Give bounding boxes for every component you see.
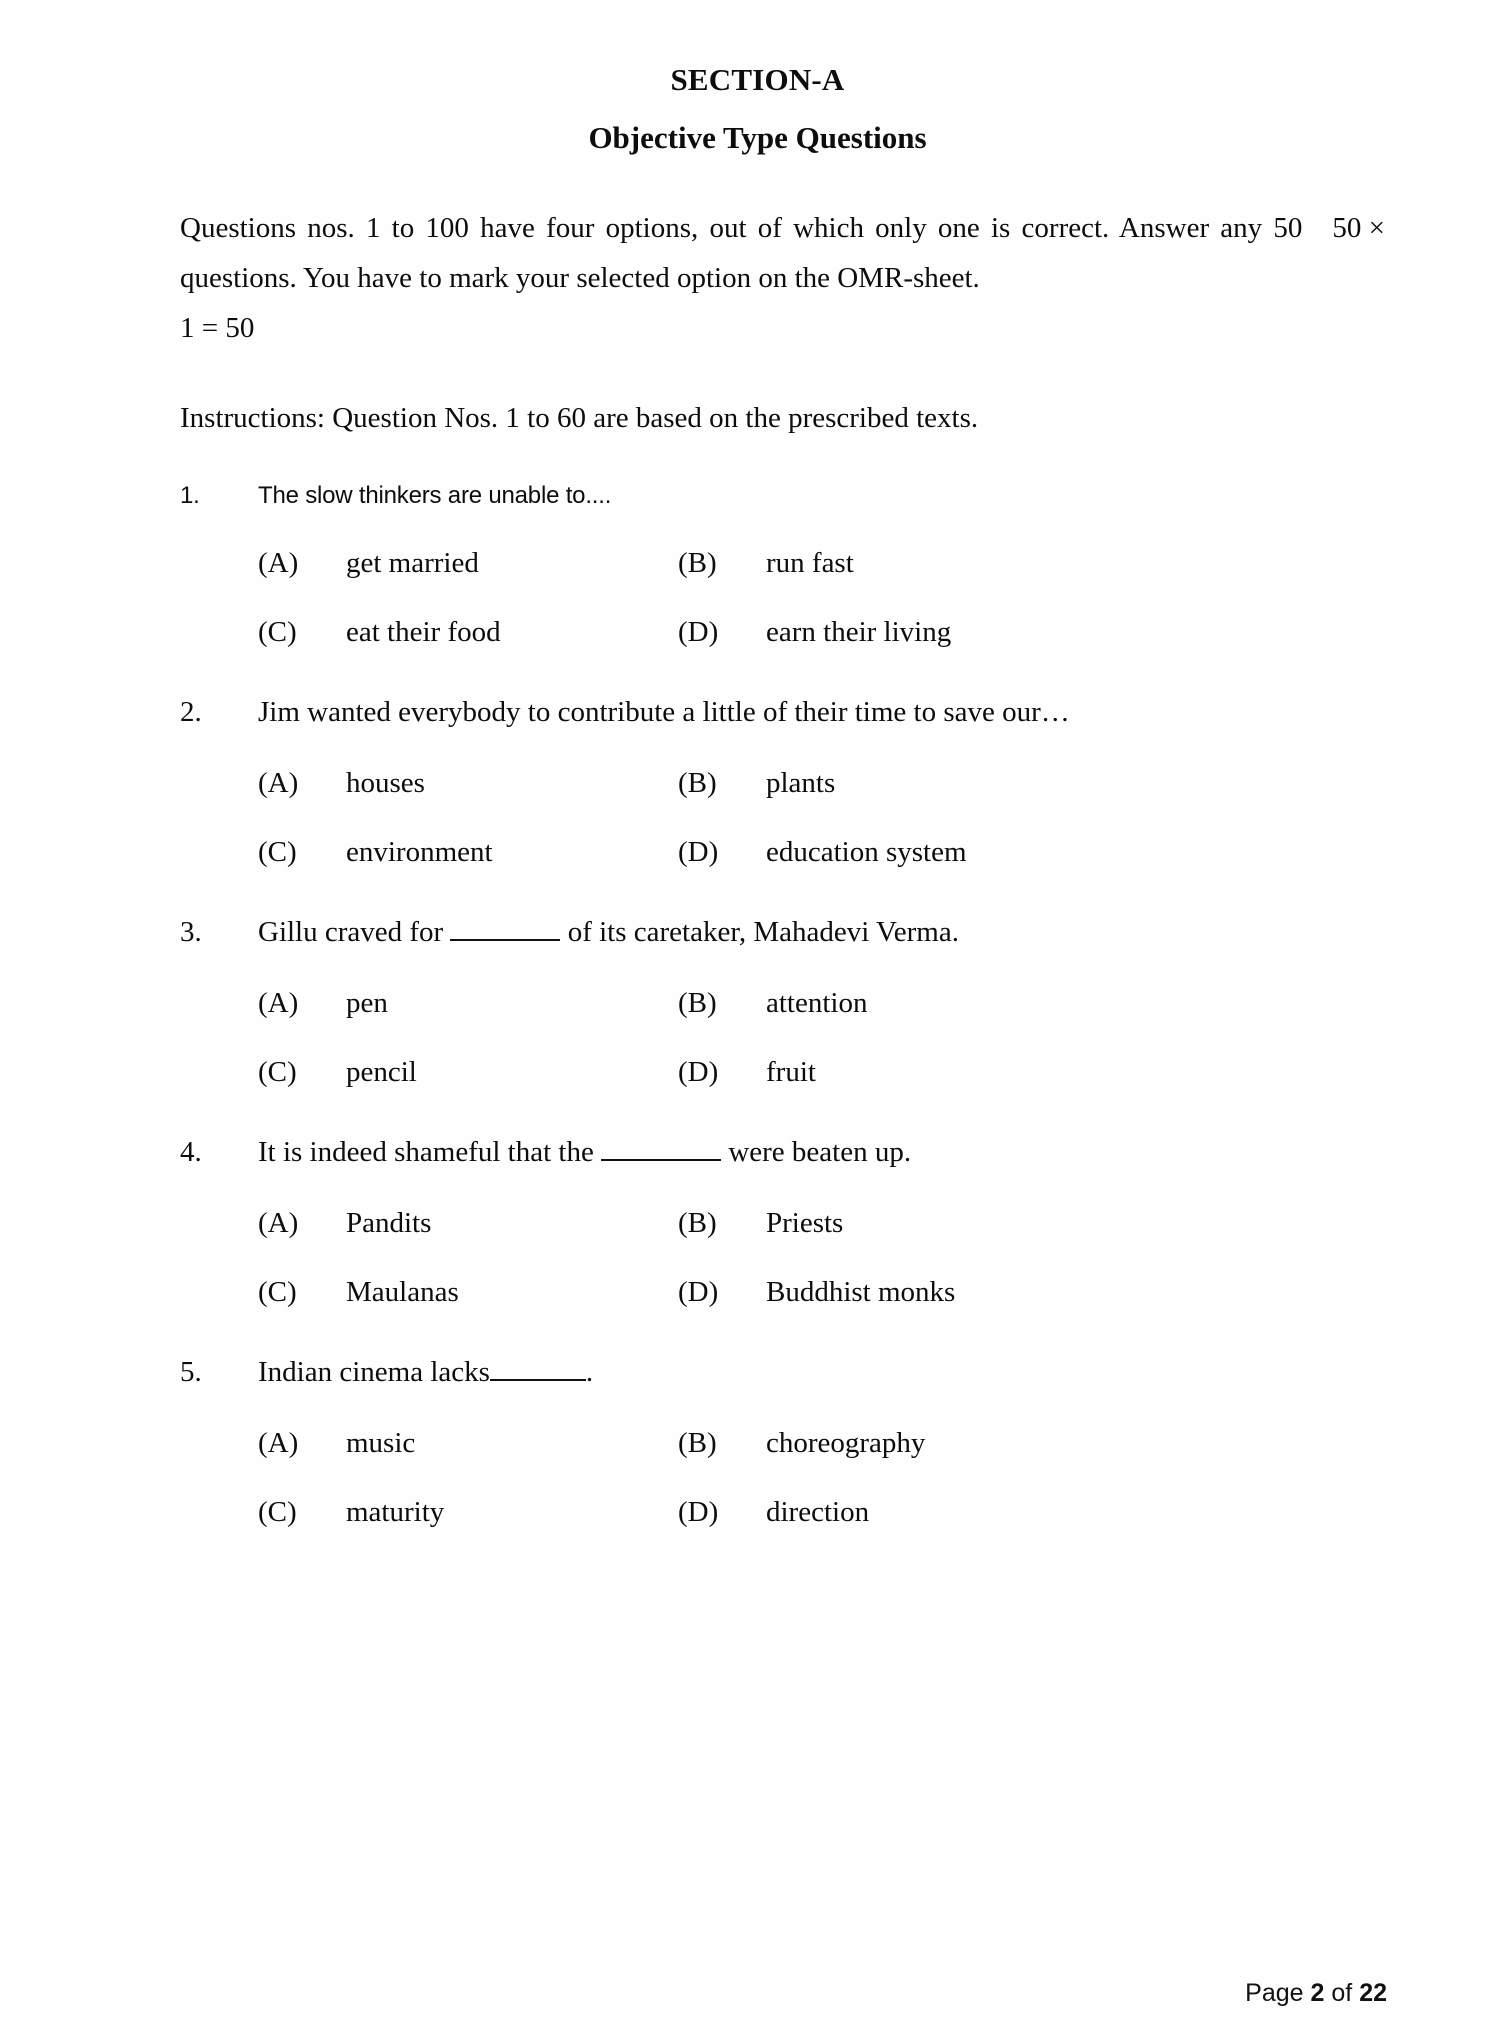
option-label: music [346,1426,416,1459]
question-row [180,1129,1385,1176]
option-row [180,1202,1385,1246]
option-row [180,831,1385,875]
option-key: (B) [678,986,717,1019]
option-key: (B) [678,1206,717,1239]
section-title: SECTION-A [670,62,845,97]
page-footer [1245,1979,1387,2008]
option-key: (C) [258,616,297,649]
answer-blank [490,1379,586,1381]
question-text-before: Indian cinema lacks [258,1355,490,1388]
question-text-before: The slow thinkers are unable to.... [258,481,612,509]
option-choice[interactable] [258,542,678,586]
option-row [180,982,1385,1026]
option-choice[interactable] [678,542,1385,586]
option-choice[interactable] [258,1271,678,1315]
option-key: (D) [678,1056,719,1089]
option-key: (D) [678,616,719,649]
question-row [180,689,1385,736]
option-key: (A) [258,986,299,1019]
section-subtitle: Objective Type Questions [588,120,927,155]
option-label: environment [346,836,493,869]
option-key: (A) [258,766,299,799]
question-text [258,909,1385,956]
question-text-before: It is indeed shameful that the [258,1135,594,1168]
option-label: Maulanas [346,1276,459,1309]
question-text-after: of its caretaker, Mahadevi Verma. [567,915,959,948]
footer-page-number: 2 [1310,1979,1325,2007]
option-choice[interactable] [258,762,678,806]
question-row [180,477,1385,516]
option-row [180,1051,1385,1095]
option-label: choreography [766,1426,926,1459]
option-row [180,542,1385,586]
answer-blank [450,939,560,941]
option-key: (D) [678,1496,719,1529]
footer-prefix: Page [1245,1979,1304,2007]
option-choice[interactable] [258,611,678,655]
option-choice[interactable] [678,611,1385,655]
marks-notation: 50 × [1332,212,1385,244]
option-label: pen [346,986,388,1019]
option-key: (C) [258,836,297,869]
option-choice[interactable] [678,831,1385,875]
option-choice[interactable] [678,1202,1385,1246]
option-label: earn their living [766,616,952,649]
option-row [180,611,1385,655]
question-text [258,689,1385,736]
option-key: (A) [258,546,299,579]
question-number: 3. [180,915,202,948]
option-row [180,1491,1385,1535]
option-label: houses [346,766,425,799]
question-block [180,1349,1385,1535]
option-choice[interactable] [678,1491,1385,1535]
footer-total-pages: 22 [1359,1979,1387,2007]
option-choice[interactable] [678,762,1385,806]
question-number: 5. [180,1355,202,1388]
question-text [258,1129,1385,1176]
option-key: (A) [258,1426,299,1459]
option-key: (C) [258,1276,297,1309]
option-row [180,1271,1385,1315]
option-choice[interactable] [258,1051,678,1095]
option-label: maturity [346,1496,445,1529]
option-label: plants [766,766,836,799]
option-row [180,762,1385,806]
footer-middle: of [1331,1979,1353,2007]
option-label: eat their food [346,616,501,649]
option-label: attention [766,986,868,1019]
question-row [180,909,1385,956]
option-choice[interactable] [258,1202,678,1246]
option-choice[interactable] [258,1422,678,1466]
answer-blank [601,1159,721,1161]
option-key: (B) [678,766,717,799]
option-label: direction [766,1496,870,1529]
option-key: (A) [258,1206,299,1239]
option-key: (C) [258,1496,297,1529]
question-text [258,1349,1385,1396]
question-row [180,1349,1385,1396]
option-label: get married [346,546,479,579]
question-text-before: Jim wanted everybody to contribute a little of their time to save our… [258,695,1070,728]
question-block [180,1129,1385,1315]
option-label: pencil [346,1056,417,1089]
question-number: 1. [180,481,200,509]
option-choice[interactable] [258,982,678,1026]
option-key: (D) [678,836,719,869]
marks-second-line: 1 = 50 [180,311,255,344]
intro-text: Questions nos. 1 to 100 have four options, out of which only one is correct. Answer any 50 questions. You have to mark your selected option on the OMR-sheet. [180,212,1303,294]
intro-paragraph [180,204,1385,304]
instructions-line: Instructions: Question Nos. 1 to 60 are based on the prescribed texts. [180,401,979,434]
option-choice[interactable] [258,1491,678,1535]
questions-list [180,477,1385,1535]
question-text-before: Gillu craved for [258,915,444,948]
option-choice[interactable] [678,1422,1385,1466]
option-row [180,1422,1385,1466]
option-label: Buddhist monks [766,1276,956,1309]
question-block [180,909,1385,1095]
question-number: 2. [180,695,202,728]
option-choice[interactable] [258,831,678,875]
option-key: (B) [678,1426,717,1459]
question-text-after: were beaten up. [728,1135,912,1168]
question-text-after: . [585,1355,594,1388]
option-key: (B) [678,546,717,579]
option-label: education system [766,836,967,869]
question-block [180,477,1385,655]
option-label: fruit [766,1056,816,1089]
option-key: (D) [678,1276,719,1309]
option-choice[interactable] [678,1051,1385,1095]
question-block [180,689,1385,875]
question-text [258,477,1385,516]
option-label: Priests [766,1206,844,1239]
option-key: (C) [258,1056,297,1089]
option-choice[interactable] [678,1271,1385,1315]
option-choice[interactable] [678,982,1385,1026]
question-number: 4. [180,1135,202,1168]
option-label: run fast [766,546,854,579]
option-label: Pandits [346,1206,432,1239]
